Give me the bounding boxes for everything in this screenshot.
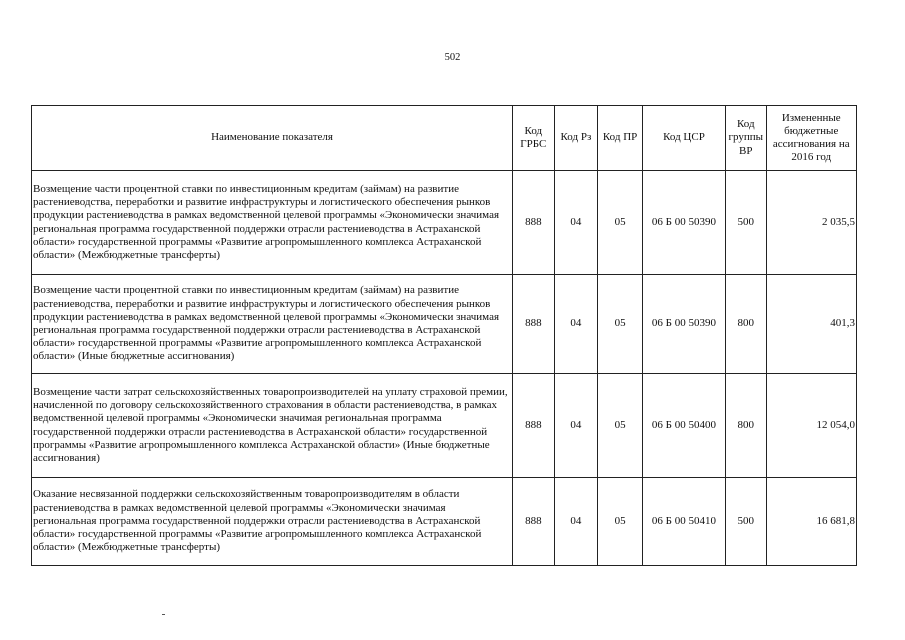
row-pr: 05 [598, 478, 643, 566]
row-grbs: 888 [513, 374, 555, 478]
table-row [32, 374, 857, 478]
row-vr: 800 [726, 275, 767, 374]
table-header-row [32, 106, 857, 171]
header-sum: Измененные бюджетные ассигнования на 2016 год [766, 106, 856, 171]
row-sum: 12 054,0 [766, 374, 856, 478]
table-row [32, 478, 857, 566]
row-pr: 05 [598, 171, 643, 275]
row-pr: 05 [598, 374, 643, 478]
budget-table [31, 105, 857, 566]
header-vr: Код группы ВР [726, 106, 767, 171]
header-grbs: Код ГРБС [513, 106, 555, 171]
row-sum: 16 681,8 [766, 478, 856, 566]
row-csr: 06 Б 00 50390 [642, 275, 725, 374]
row-rz: 04 [554, 478, 598, 566]
row-name: Возмещение части процентной ставки по инвестиционным кредитам (займам) на развитие растениеводства, переработки и развитие инфраструктуры и логистического обеспечения рынков продукции растениеводства в рамках ведомственной целевой программы «Экономически значимая региональная программа государственной поддержки отрасли растениеводства в Астраханской области» государственной программы «Развитие агропромышленного комплекса Астраханской области» (Межбюджетные трансферты) [32, 171, 513, 275]
row-pr: 05 [598, 275, 643, 374]
row-rz: 04 [554, 171, 598, 275]
row-grbs: 888 [513, 275, 555, 374]
row-sum: 401,3 [766, 275, 856, 374]
row-csr: 06 Б 00 50400 [642, 374, 725, 478]
table-row [32, 275, 857, 374]
row-csr: 06 Б 00 50410 [642, 478, 725, 566]
row-sum: 2 035,5 [766, 171, 856, 275]
header-pr: Код ПР [598, 106, 643, 171]
row-vr: 500 [726, 478, 767, 566]
header-csr: Код ЦСР [642, 106, 725, 171]
row-rz: 04 [554, 275, 598, 374]
page-number: 502 [444, 52, 461, 63]
row-rz: 04 [554, 374, 598, 478]
row-name: Возмещение части затрат сельскохозяйственных товаропроизводителей на уплату страховой премии, начисленной по договору сельскохозяйственного страхования в области растениеводства, в рамках ведомственной целевой программы «Экономически значимая региональная программа государственной поддержки отрасли растениеводства в Астраханской области» государственной программы «Развитие агропромышленного комплекса Астраханской области» (Иные бюджетные ассигнования) [32, 374, 513, 478]
row-vr: 500 [726, 171, 767, 275]
row-grbs: 888 [513, 171, 555, 275]
header-rz: Код Рз [554, 106, 598, 171]
table-row [32, 171, 857, 275]
header-name: Наименование показателя [32, 106, 513, 171]
row-name: Оказание несвязанной поддержки сельскохозяйственным товаропроизводителям в области растениеводства в рамках ведомственной целевой программы «Экономически значимая региональная программа государственной поддержки отрасли растениеводства в Астраханской области» государственной программы «Развитие агропромышленного комплекса Астраханской области» (Межбюджетные трансферты) [32, 478, 513, 566]
row-name: Возмещение части процентной ставки по инвестиционным кредитам (займам) на развитие растениеводства, переработки и развитие инфраструктуры и логистического обеспечения рынков продукции растениеводства в рамках ведомственной целевой программы «Экономически значимая региональная программа государственной поддержки отрасли растениеводства в Астраханской области» государственной программы «Развитие агропромышленного комплекса Астраханской области» (Иные бюджетные ассигнования) [32, 275, 513, 374]
row-grbs: 888 [513, 478, 555, 566]
row-csr: 06 Б 00 50390 [642, 171, 725, 275]
row-vr: 800 [726, 374, 767, 478]
scan-dot [162, 614, 165, 615]
